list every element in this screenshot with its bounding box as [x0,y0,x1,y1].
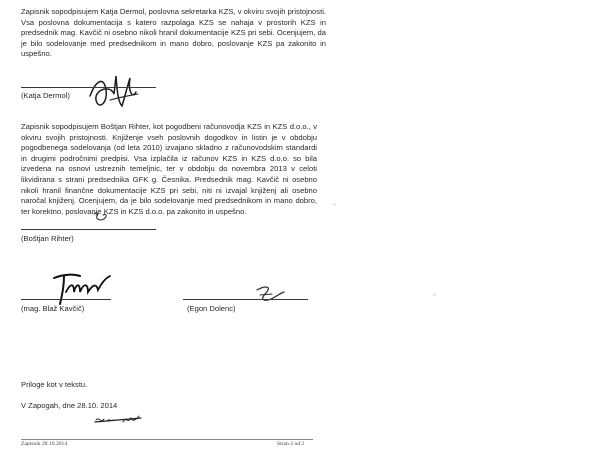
footer-right: Stran 2 od 2 [277,441,305,447]
bleed-through-marks: · [330,190,339,219]
signature-line-dolenc [183,299,308,300]
place-and-date: V Zapogah, dne 28.10. 2014 [21,401,118,410]
footer-rule [21,439,313,440]
signature-rihter [91,210,113,226]
signature-line-kavcic [21,299,111,300]
signature-line-dermol [21,87,156,88]
statement-rihter: Zapisnik sopodpisujem Boštjan Rihter, kot pogodbeni računovodja KZS in KZS d.o.o., v okviru svojih pristojnosti. Knjiženje vseh poslovnih dogodkov in listin je v obdobju pogodbenega sodelovanja (od leta 2010) izvajano skladno z računovodskim standardi in drugimi področnimi predpisi. Vsa izplačila iz računov KZS in KZS d.o.o. so bila izvedena na osnovi ustreznih temeljnic, ter v obdobju do novembra 2013 v celoti likvidirana s strani predsednika GFK g. Česnika. Predsednik mag. Kavčič ni osebno nikoli hranil finančne dokumentacije KZS pri sebi, niti ni izvajal knjiženj ali osebno naročal knjiženj. Ocenjujem, da je bilo sodelovanje med predsednikom in mano dobro, ter korektno, poslovanje KZS in KZS d.o.o. pa zakonito in uspešno. [21,122,317,216]
statement-dermol: Zapisnik sopodpisujem Katja Dermol, poslovna sekretarka KZS, v okviru svojih pristojnosti. Vsa poslovna dokumentacija s katero razpolaga KZS se nahaja v prostorih KZS in predsednik mag. Kavčič ni osebno nikoli hranil dokumentacije KZS pri sebi. Ocenjujem, da je bilo sodelovanje med predsednikom in mano dobro, poslovanje KZS pa zakonito in uspešno. [21,7,326,59]
signature-dermol [84,70,142,114]
signature-kavcic [50,270,122,306]
signer-kavcic: (mag. Blaž Kavčič) [21,304,85,313]
signature-line-rihter [21,229,156,230]
footer-left: Zapisnik 28.10.2014 [21,441,68,447]
signer-dolenc: (Egon Dolenc) [187,304,236,313]
handwritten-date [93,412,143,428]
signer-dermol: (Katja Dermol) [21,91,70,100]
signature-dolenc [254,284,288,304]
signer-rihter: (Boštjan Rihter) [21,234,74,243]
bleed-through-marks-2: · [430,280,439,309]
attachments-note: Priloge kot v tekstu. [21,380,88,389]
